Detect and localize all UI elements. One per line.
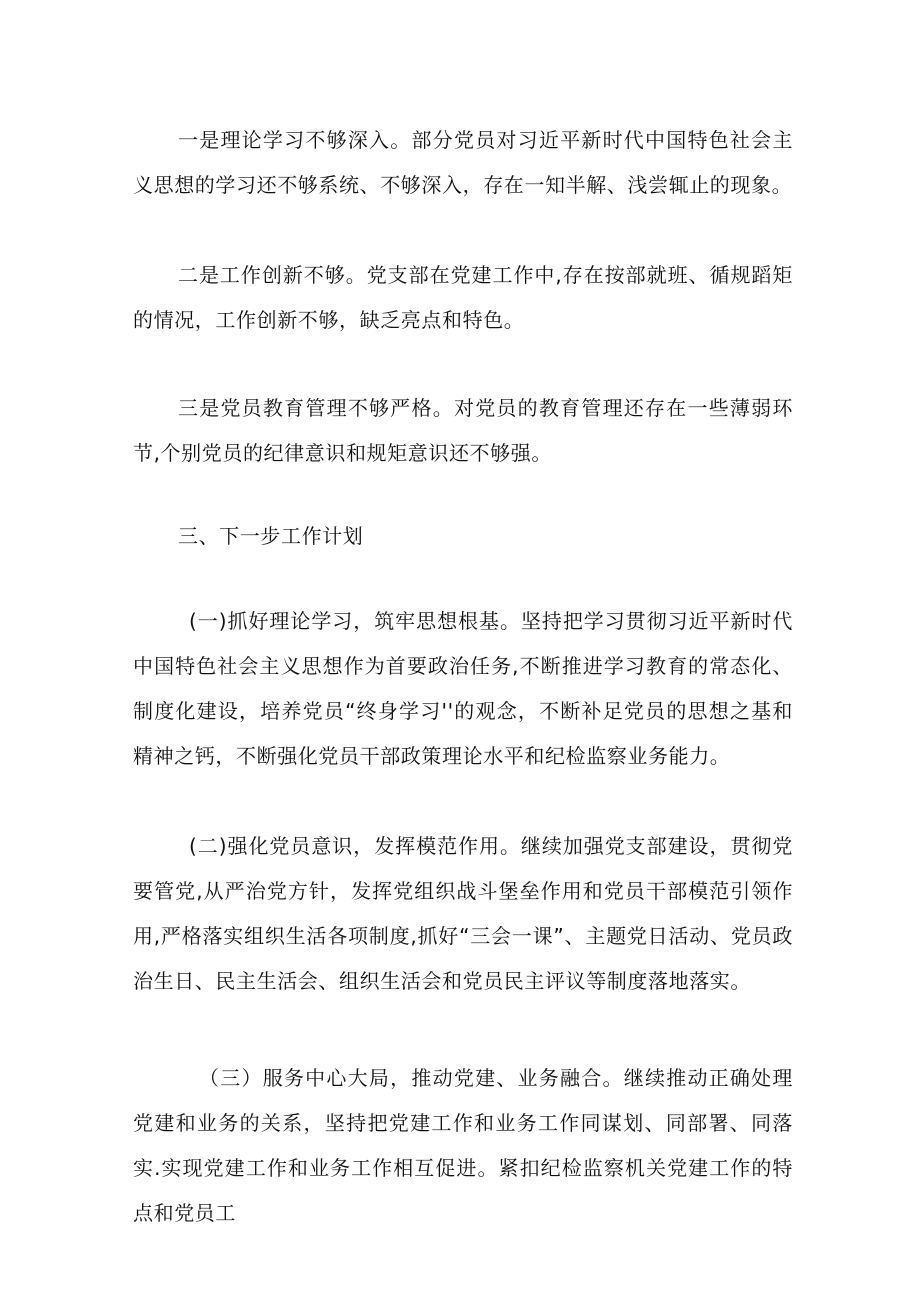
- problem-paragraph-2: 二是工作创新不够。党支部在党建工作中,存在按部就班、循规蹈矩的情况，工作创新不够，缺乏亮点和特色。: [133, 263, 793, 332]
- plan-paragraph-2: (二)强化党员意识，发挥模范作用。继续加强党支部建设，贯彻党要管党,从严治党方针，发挥党组织战斗堡垒作用和党员干部模范引领作用,严格落实组织生活各项制度,抓好“三会一课”、主题党日活动、党员政治生日、民主生活会、组织生活会和党员民主评议等制度落地落实。: [133, 834, 793, 993]
- plan-paragraph-1: (一)抓好理论学习，筑牢思想根基。坚持把学习贯彻习近平新时代中国特色社会主义思想作为首要政治任务,不断推进学习教育的常态化、制度化建设，培养党员“终身学习''的观念，不断补足党员的思想之基和精神之钙，不断强化党员干部政策理论水平和纪检监察业务能力。: [133, 609, 793, 768]
- problem-paragraph-1: 一是理论学习不够深入。部分党员对习近平新时代中国特色社会主义思想的学习还不够系统、不够深入，存在一知半解、浅尝辄止的现象。: [133, 128, 793, 197]
- problem-paragraph-3: 三是党员教育管理不够严格。对党员的教育管理还存在一些薄弱环节,个别党员的纪律意识和规矩意识还不够强。: [133, 396, 793, 465]
- plan-paragraph-3: （三）服务中心大局，推动党建、业务融合。继续推动正确处理党建和业务的关系，坚持把党建工作和业务工作同谋划、同部署、同落实.实现党建工作和业务工作相互促进。紧扣纪检监察机关党建工作的特点和党员工: [133, 1066, 793, 1225]
- section-heading: 三、下一步工作计划: [178, 524, 364, 548]
